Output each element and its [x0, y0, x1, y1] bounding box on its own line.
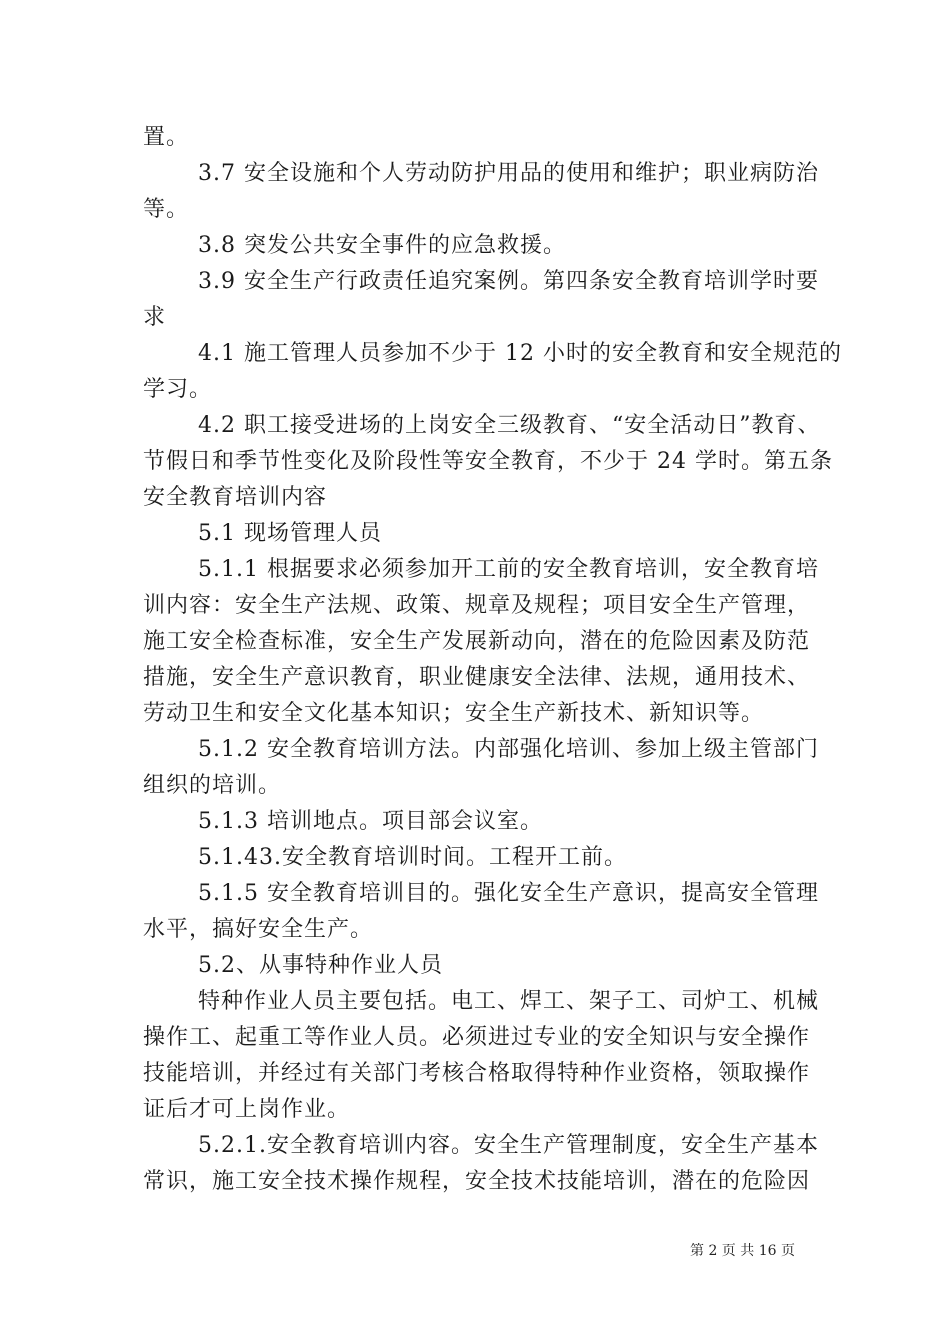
text-line: 常识，施工安全技术操作规程，安全技术技能培训，潜在的危险因 [143, 1169, 811, 1194]
text-line: 置。 [143, 125, 190, 150]
text-line: 节假日和季节性变化及阶段性等安全教育，不少于 24 学时。第五条 [143, 449, 833, 474]
text-line: 求 [143, 305, 167, 330]
text-line: 5.1.43.安全教育培训时间。工程开工前。 [198, 845, 627, 870]
text-line: 劳动卫生和安全文化基本知识；安全生产新技术、新知识等。 [143, 701, 765, 726]
text-line: 4.2 职工接受进场的上岗安全三级教育、“安全活动日”教育、 [198, 413, 821, 438]
text-line: 4.1 施工管理人员参加不少于 12 小时的安全教育和安全规范的 [198, 341, 842, 366]
text-line: 措施，安全生产意识教育，职业健康安全法律、法规，通用技术、 [143, 665, 811, 690]
text-line: 技能培训，并经过有关部门考核合格取得特种作业资格，领取操作 [143, 1061, 811, 1086]
text-line: 证后才可上岗作业。 [143, 1097, 351, 1122]
text-line: 学习。 [143, 377, 213, 402]
text-line: 安全教育培训内容 [143, 485, 328, 510]
text-line: 5.1.2 安全教育培训方法。内部强化培训、参加上级主管部门 [198, 737, 819, 762]
text-line: 水平，搞好安全生产。 [143, 917, 374, 942]
text-line: 训内容：安全生产法规、政策、规章及规程；项目安全生产管理， [143, 593, 811, 618]
text-line: 5.2、从事特种作业人员 [198, 953, 443, 978]
text-line: 操作工、起重工等作业人员。必须进过专业的安全知识与安全操作 [143, 1025, 811, 1050]
text-line: 5.1.1 根据要求必须参加开工前的安全教育培训，安全教育培 [198, 557, 819, 582]
text-line: 5.1.5 安全教育培训目的。强化安全生产意识，提高安全管理 [198, 881, 819, 906]
text-line: 等。 [143, 197, 190, 222]
text-line: 3.7 安全设施和个人劳动防护用品的使用和维护；职业病防治 [198, 161, 819, 186]
text-line: 3.8 突发公共安全事件的应急救援。 [198, 233, 566, 258]
text-line: 5.2.1.安全教育培训内容。安全生产管理制度，安全生产基本 [198, 1133, 819, 1158]
text-line: 5.1.3 培训地点。项目部会议室。 [198, 809, 543, 834]
text-line: 施工安全检查标准，安全生产发展新动向，潜在的危险因素及防范 [143, 629, 811, 654]
text-line: 3.9 安全生产行政责任追究案例。第四条安全教育培训学时要 [198, 269, 819, 294]
page-number: 第 2 页 共 16 页 [690, 1243, 795, 1259]
text-line: 5.1 现场管理人员 [198, 521, 382, 546]
text-line: 组织的培训。 [143, 773, 282, 798]
text-line: 特种作业人员主要包括。电工、焊工、架子工、司炉工、机械 [198, 989, 820, 1014]
